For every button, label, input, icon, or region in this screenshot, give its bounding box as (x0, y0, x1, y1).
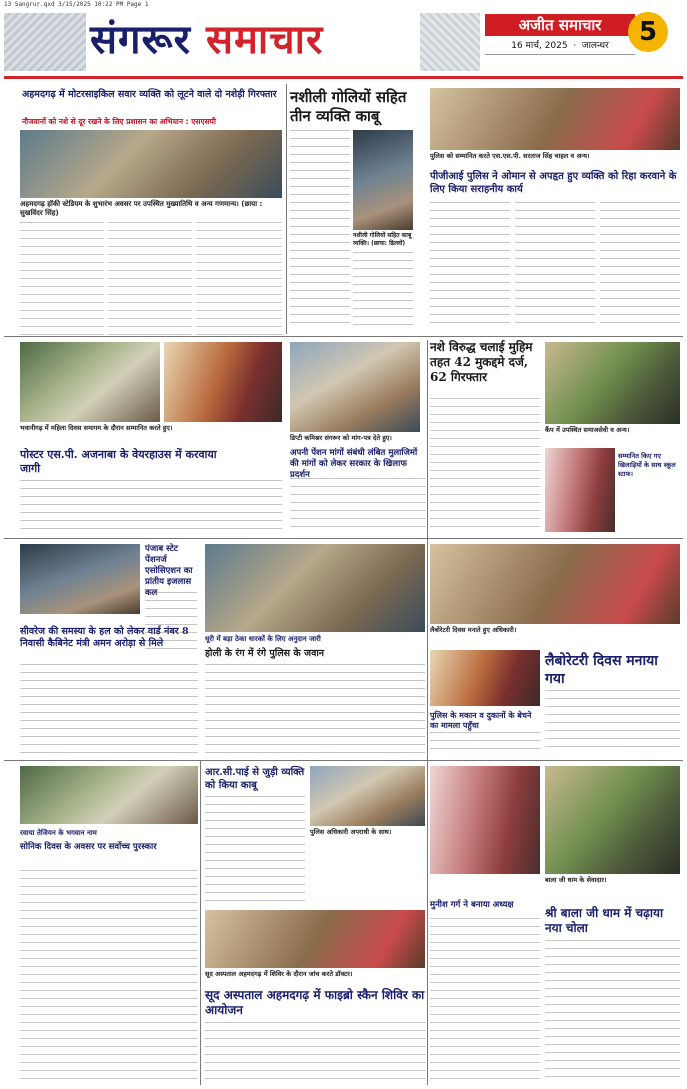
subhead-a12: रवाया तेजियन के भगवान नाम (20, 829, 97, 837)
headline-a9: सीवरेज की समस्या के हल को लेकर वार्ड नंबर 8 निवासी कैबिनेट मंत्री अमन अरोड़ा से मिले (20, 626, 189, 649)
headline-a3: पीजीआई पुलिस ने ओमान से अपहृत हुए व्यक्ति को रिहा करवाने के लिए किया सराहनीय कार्य (430, 171, 677, 195)
body-a3-col3 (600, 202, 680, 330)
body-a14 (430, 918, 540, 1080)
date-text: 16 मार्च, 2025 (511, 41, 568, 51)
col-divider-3 (286, 84, 287, 334)
headline-a14: मुनीश गर्ग ने बनाया अध्यक्ष (430, 900, 514, 910)
photo-a16 (205, 910, 425, 968)
row-divider-2 (4, 538, 683, 539)
city-text: जालन्धर (581, 41, 609, 51)
body-a7 (430, 398, 540, 532)
body-a16 (205, 1022, 425, 1080)
masthead-rule (4, 76, 683, 79)
body-a12 (20, 870, 198, 1080)
photo-a14 (310, 766, 425, 826)
headline-a7: नशे विरुद्ध चलाई मुहिम तहत 42 मुकद्दमे दर्ज, 62 गिरफ्तार (430, 340, 533, 384)
subhead-a1: नौजवानों को नशे से दूर रखने के लिए प्रशासन का अभियान : एसएसपी (22, 117, 216, 126)
page-number-badge: 5 (628, 12, 668, 52)
photo-a2 (353, 130, 413, 230)
body-a2-col1 (290, 130, 350, 330)
body-a9 (20, 664, 198, 754)
caption-a11: लैबोरेटरी दिवस मनाते हुए अधिकारी। (430, 626, 517, 634)
photo-a6 (290, 342, 420, 432)
headline-a8: पुलिस के मकान व दुकानों के बेचने का मामला पहुँचा (430, 710, 532, 730)
photo-a12 (20, 766, 198, 824)
photo-a10 (205, 544, 425, 632)
headline-a6: अपनी पेंशन मांगों संबंधी लंबित मुलाजिमों की मांगों को लेकर सरकार के खिलाफ प्रदर्शन (290, 448, 418, 480)
headline-a11: लैबोरेटरी दिवस मनाया गया (545, 653, 658, 687)
caption-a16: सूद अस्पताल अहमदगढ़ में शिविर के दौरान जांच करते डॉक्टर। (205, 970, 353, 978)
col-divider-1 (200, 760, 201, 1085)
photo-a8b (430, 650, 540, 706)
photo-a3 (430, 88, 680, 150)
edition-date: 16 मार्च, 2025 · जालन्धर (485, 38, 635, 55)
body-a6 (290, 478, 425, 532)
body-a1-col3 (196, 222, 282, 338)
body-a10 (205, 664, 425, 754)
photo-a11 (430, 544, 680, 624)
caption-a2: नशीली गोलियों सहित काबू व्यक्ति। (छाया: ढिल्लों) (353, 232, 412, 247)
caption-a4: भवानीगढ़ में महिला दिवस समागम के दौरान सम्मानित करते हुए। (20, 424, 173, 432)
headline-a5: पंजाब स्टेट पेंशनर्ज एसोसिएशन का प्रांतीय इजलास कल (145, 544, 193, 598)
headline-a16: सूद अस्पताल अहमदगढ़ में फाइब्रो स्कैन शिविर का आयोजन (205, 988, 425, 1017)
masthead-right-graphic (420, 13, 480, 71)
photo-a9 (20, 544, 140, 614)
photo-a1 (20, 130, 282, 198)
caption-a1: अहमदगढ़ हॉकी स्टेडियम के शुभारंभ अवसर पर उपस्थित मुख्यातिथि व अन्य गणमान्य। (छाया : सुखविंदर सिंह) (20, 200, 263, 217)
newspaper-logo (90, 10, 420, 70)
body-a3-col1 (430, 202, 510, 330)
headline-a12: सोनिक दिवस के अवसर पर सर्वोच्च पुरस्कार (20, 842, 157, 852)
logo-word-1: संगरूर (90, 16, 191, 63)
headline-a15: श्री बाला जी धाम में चढ़ाया नया चोला (545, 906, 664, 935)
body-a15 (545, 940, 680, 1080)
caption-a7: कैंप में उपस्थित समाजसेवी व अन्य। (545, 426, 630, 434)
body-a2-col2 (353, 252, 413, 330)
row-divider-3 (4, 760, 683, 761)
caption-a8: सम्मानित किए गए खिलाड़ियों के साथ स्कूल स्टाफ। (618, 452, 676, 478)
body-a2-gutter (417, 130, 427, 330)
headline-a10: होली के रंग में रंगे पुलिस के जवान (205, 648, 325, 659)
body-a3-col2 (515, 202, 595, 330)
photo-a4-left (20, 342, 160, 422)
logo-word-2: समाचार (205, 16, 324, 63)
headline-a1: अहमदगढ़ में मोटरसाइकिल सवार व्यक्ति को लूटने वाले दो नशेड़ी गिरफ्तार (22, 89, 277, 100)
row-divider-1 (4, 336, 683, 337)
photo-a15a (430, 766, 540, 874)
photo-a7 (545, 342, 680, 424)
body-a4 (20, 480, 282, 532)
edition-bar (485, 14, 643, 54)
caption-a3: पुलिस को सम्मानित करते एस.एस.पी. सरताज सिंह चाहल व अन्य। (430, 152, 590, 160)
photo-a4-right (164, 342, 282, 422)
caption-a15: बाला जी धाम के सेवादार। (545, 876, 607, 884)
body-a1-col1 (20, 222, 104, 338)
body-a13 (205, 796, 305, 906)
masthead-left-graphic (4, 13, 86, 71)
print-slug: 13 Sangrur.qxd 3/15/2025 10:22 PM Page 1 (0, 0, 687, 9)
photo-a8 (545, 448, 615, 532)
body-a5 (145, 592, 197, 656)
body-a11 (545, 690, 680, 754)
headline-a2: नशीली गोलियों सहित तीन व्यक्ति काबू (290, 88, 407, 125)
photo-a15b (545, 766, 680, 874)
headline-a13: आर.सी.पाई से जुड़ी व्यक्ति को किया काबू (205, 767, 305, 791)
caption-a14: पुलिस अधिकारी अपराधी के साथ। (310, 828, 392, 836)
body-a1-col2 (108, 222, 192, 338)
body-a8 (430, 732, 540, 754)
headline-a4: पोस्टर एस.पी. अजनाबा के वेयरहाउस में करवाया जागी (20, 448, 217, 475)
brand-name: अजीत समाचार (485, 14, 635, 36)
subhead-a10: धूरी में बड़ा ठेका धारकों के लिए अनुदान जारी (205, 635, 321, 643)
col-divider-2 (427, 340, 428, 1085)
caption-a6: डिप्टी कमिश्नर संगरूर को मांग-पत्र देते हुए। (290, 434, 392, 442)
